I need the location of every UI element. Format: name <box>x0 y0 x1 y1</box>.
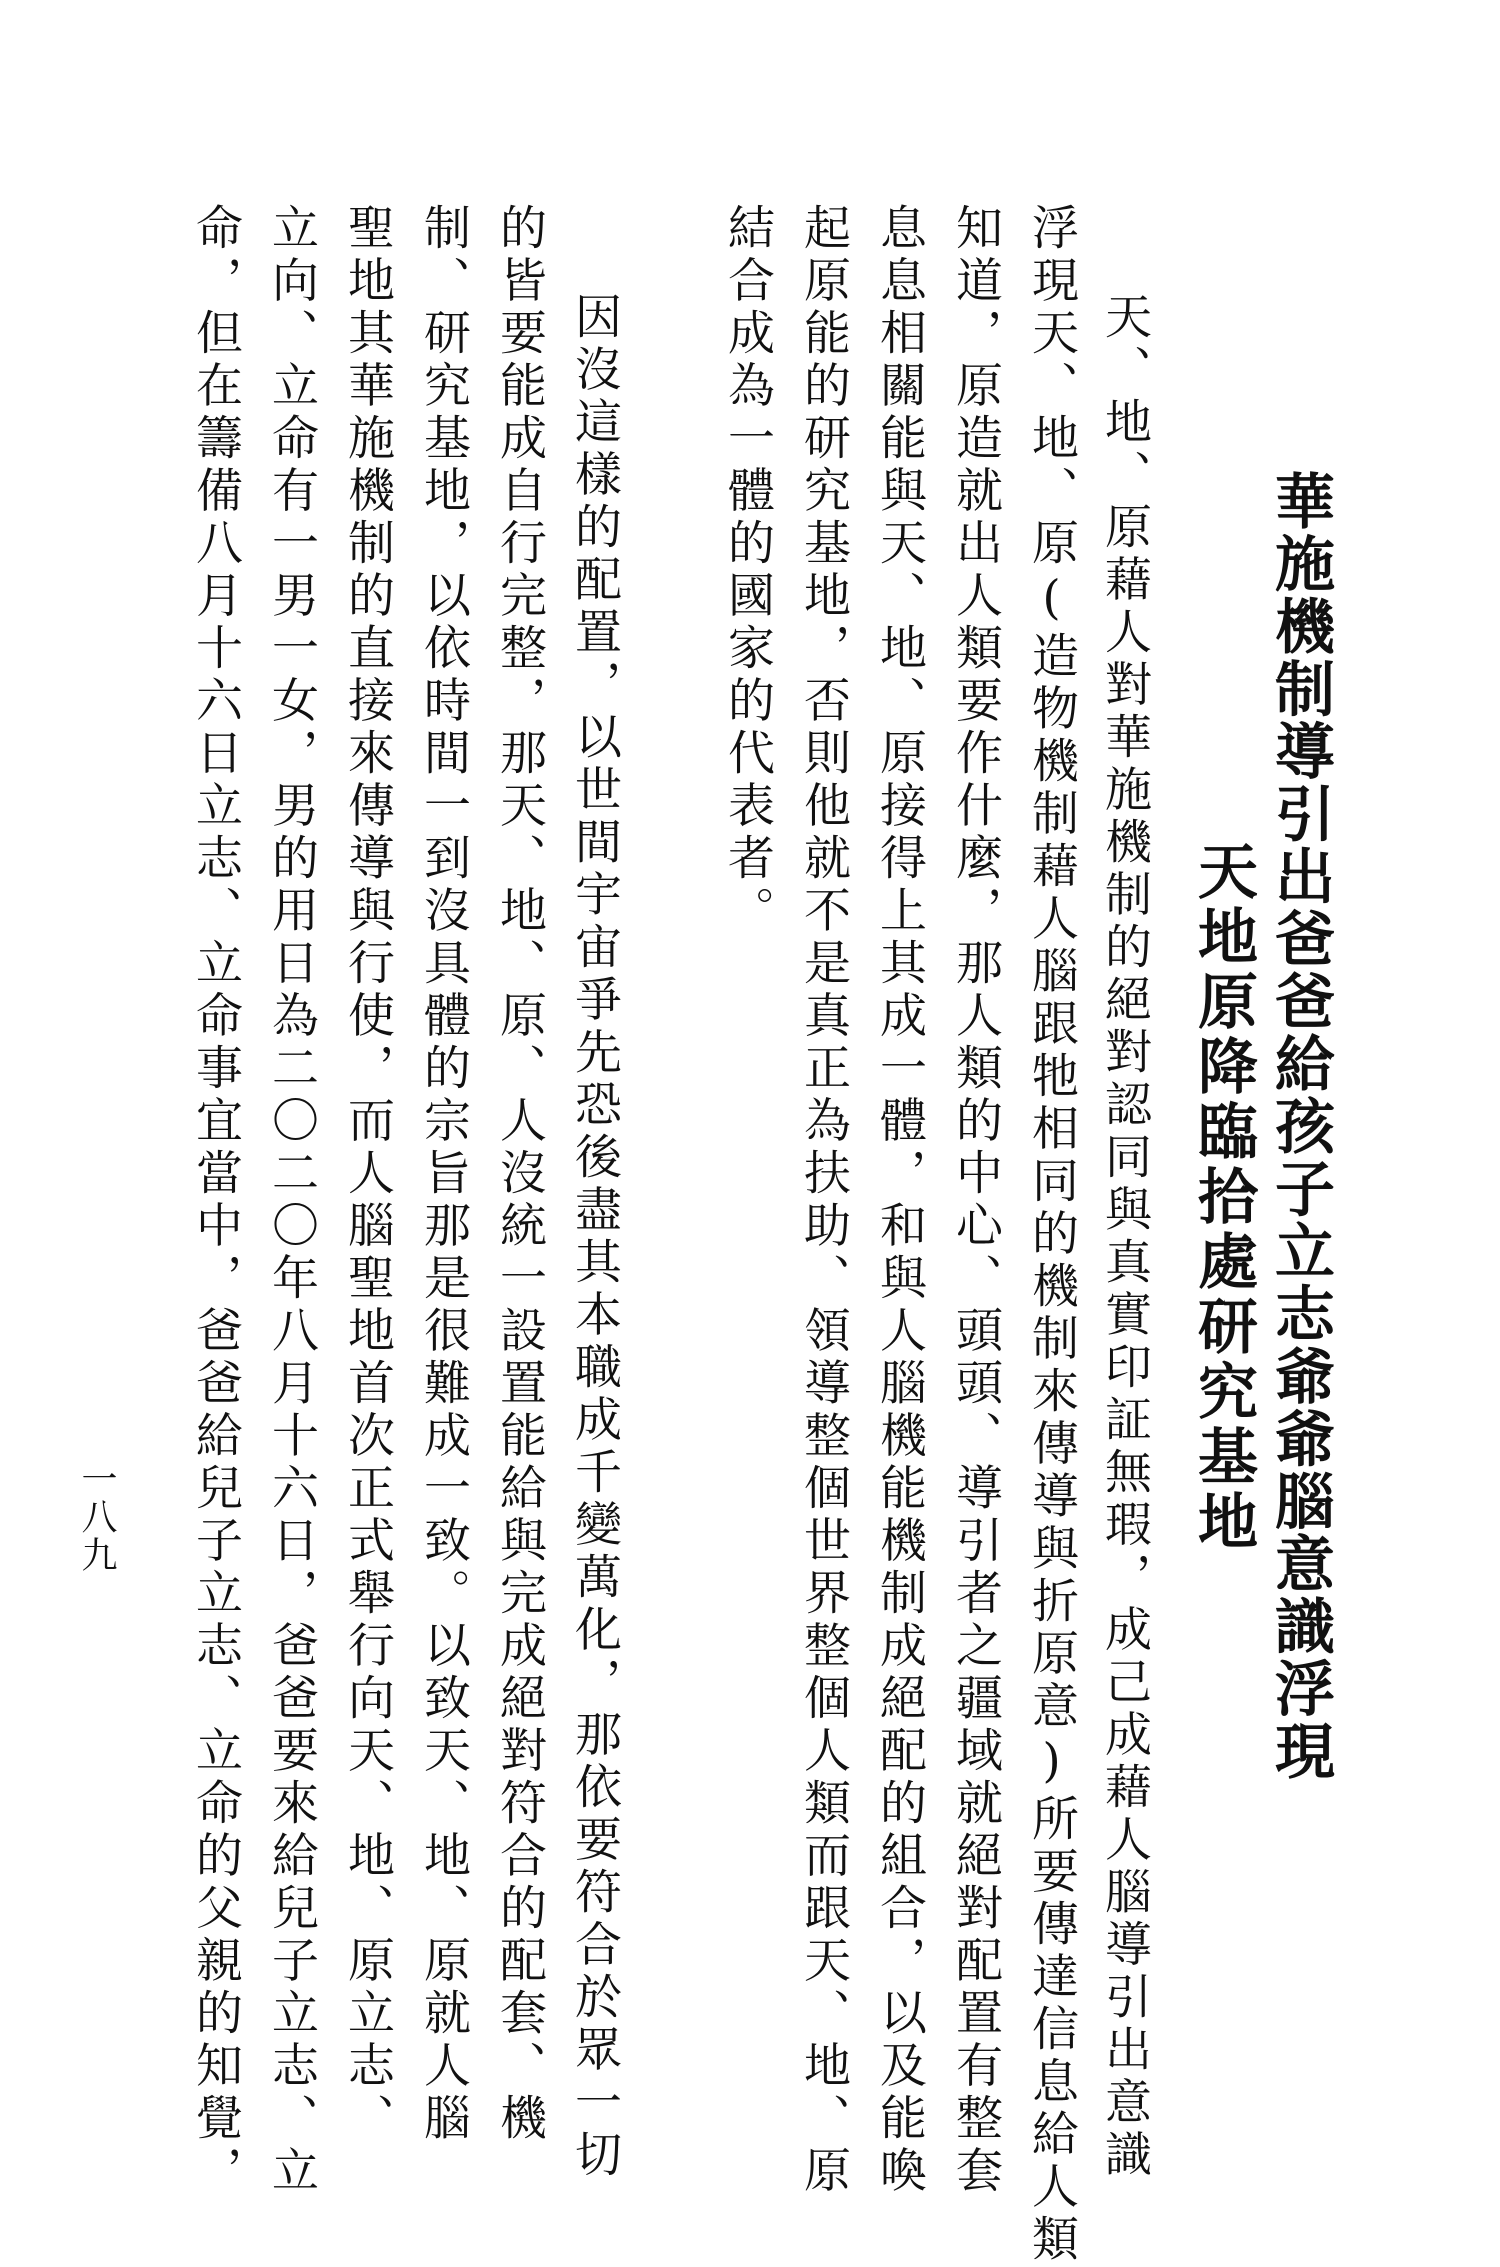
paragraph-2-line-4: 聖地其華施機制的直接來傳導與行使，而人腦聖地首次正式舉行向天、地、原立志、 <box>340 203 395 2146</box>
page-number: 一八九 <box>76 1460 117 1574</box>
paragraph-1-line-3: 知道，原造就出人類要作什麼，那人類的中心、頭頭、導引者之疆域就絕對配置有整套 <box>948 203 1003 2198</box>
paragraph-2-line-5: 立向、立命有一男一女，男的用日為二〇二〇年八月十六日，爸爸要來給兒子立志、立 <box>264 203 319 2198</box>
paragraph-2-line-6: 命，但在籌備八月十六日立志、立命事宜當中，爸爸給兒子立志、立命的父親的知覺， <box>188 203 243 2198</box>
page-subtitle: 天地原降臨拾處研究基地 <box>1188 840 1258 1555</box>
paragraph-1-line-5: 起原能的研究基地，否則他就不是真正為扶助、領導整個世界整個人類而跟天、地、原 <box>796 203 851 2198</box>
paragraph-1-line-1: 天、地、原藉人對華施機制的絕對認同與真實印証無瑕，成己成藉人腦導引出意識 <box>1097 292 1152 2182</box>
paragraph-2-line-2: 的皆要能成自行完整，那天、地、原、人沒統一設置能給與完成絕對符合的配套、機 <box>492 203 547 2146</box>
paragraph-1-line-2: 浮現天、地、原(造物機制藉人腦跟牠相同的機制來傳導與折原意)所要傳達信息給人類 <box>1024 203 1079 2267</box>
page-title: 華施機制導引出爸爸給孩子立志爺爺腦意識浮現 <box>1265 470 1335 1783</box>
paragraph-2-line-1: 因沒這樣的配置，以世間宇宙爭先恐後盡其本職成千變萬化，那依要符合於眾一切 <box>567 292 622 2182</box>
paragraph-2-line-3: 制、研究基地，以依時間一到沒具體的宗旨那是很難成一致。以致天、地、原就人腦 <box>416 203 471 2146</box>
paragraph-1-line-4: 息息相關能與天、地、原接得上其成一體，和與人腦機能機制成絕配的組合，以及能喚 <box>872 203 927 2198</box>
paragraph-1-line-6: 結合成為一體的國家的代表者。 <box>720 203 775 938</box>
